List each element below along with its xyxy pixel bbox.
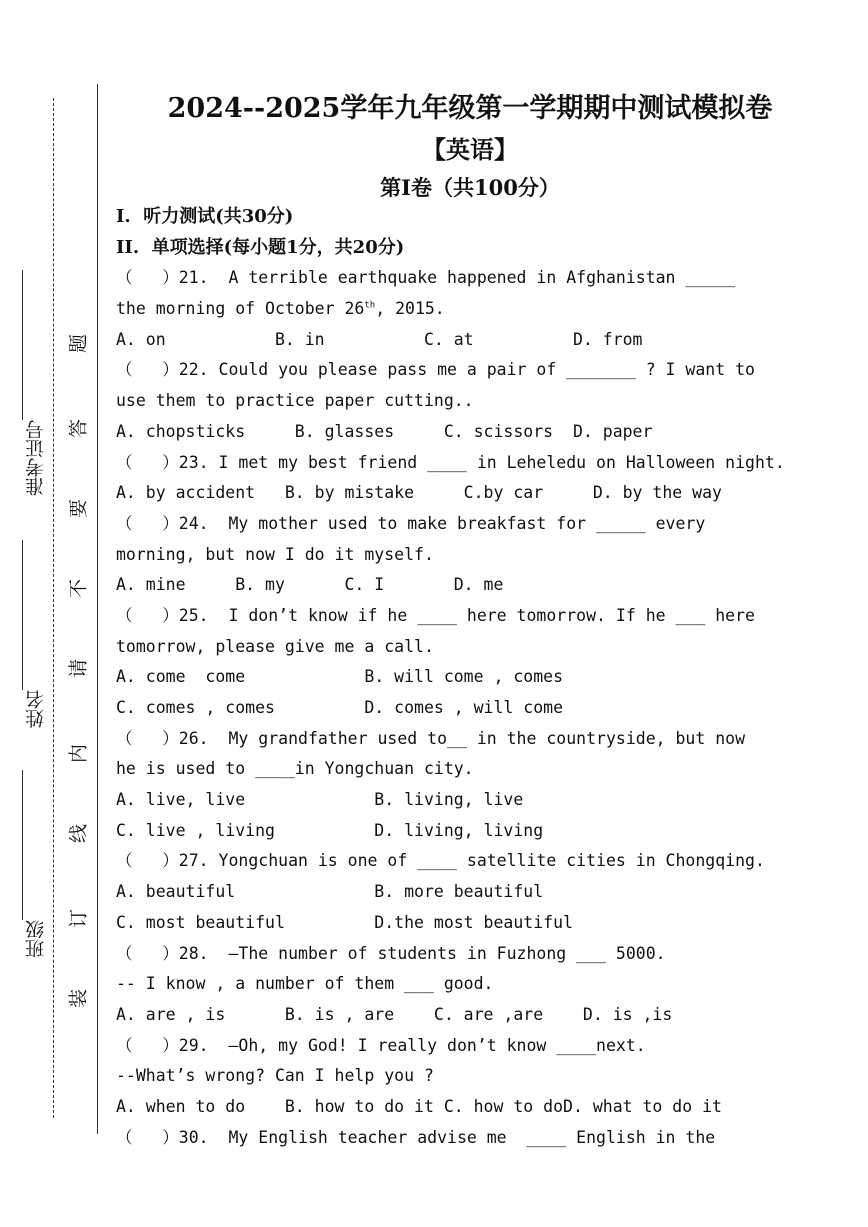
seal-char: 不 xyxy=(67,579,90,599)
seal-char: 装 xyxy=(67,989,90,1009)
superscript-th: th xyxy=(364,300,376,311)
class-label: 班级 xyxy=(25,920,47,958)
question-29-line-1: （ ）29. –Oh, my God! I really don’t know ____next. xyxy=(116,1035,646,1055)
question-28-line-1: （ ）28. –The number of students in Fuzhong ___ 5000. xyxy=(116,943,666,963)
question-22-options: A. chopsticks B. glasses C. scissors D. paper xyxy=(116,421,653,441)
exam-number-blank[interactable] xyxy=(22,270,23,420)
seal-char: 订 xyxy=(67,909,90,929)
exam-content xyxy=(116,202,826,1153)
question-29-options: A. when to do B. how to do it C. how to doD. what to do it xyxy=(116,1096,722,1116)
question-25-options-ab: A. come come B. will come , comes xyxy=(116,667,564,687)
question-27-line-1: （ ）27. Yongchuan is one of ____ satellite cities in Chongqing. xyxy=(116,851,765,871)
seal-char: 请 xyxy=(67,659,90,679)
name-label: 姓名 xyxy=(25,690,47,728)
question-21-line-1: （ ）21. A terrible earthquake happened in Afghanistan _____ xyxy=(116,268,736,288)
question-24-line-1: （ ）24. My mother used to make breakfast for _____ every xyxy=(116,513,706,533)
question-22-line-2: use them to practice paper cutting.. xyxy=(116,391,474,411)
question-28-options: A. are , is B. is , are C. are ,are D. is ,is xyxy=(116,1004,673,1024)
question-28-line-2: -- I know , a number of them ___ good. xyxy=(116,974,494,994)
question-24-line-2: morning, but now I do it myself. xyxy=(116,544,434,564)
seal-line-warning xyxy=(62,320,92,1020)
name-blank[interactable] xyxy=(22,540,23,690)
question-30-line-1: （ ）30. My English teacher advise me ____ English in the xyxy=(116,1127,716,1147)
part-title: 第Ⅰ卷（共100分） xyxy=(380,175,560,200)
question-29-line-2: --What’s wrong? Can I help you ? xyxy=(116,1066,434,1086)
class-field[interactable] xyxy=(22,770,52,958)
binding-line xyxy=(97,84,98,1134)
student-info-fields xyxy=(22,270,52,958)
class-blank[interactable] xyxy=(22,770,23,920)
seal-char: 线 xyxy=(67,824,90,844)
question-23-options: A. by accident B. by mistake C.by car D. by the way xyxy=(116,483,722,503)
seal-char: 答 xyxy=(67,419,90,439)
question-21-line-2: the morning of October 26th, 2015. xyxy=(116,299,445,319)
cut-line-dashed xyxy=(53,98,54,1118)
exam-number-label: 准考证号 xyxy=(25,420,47,496)
seal-char: 要 xyxy=(67,499,90,519)
seal-char: 内 xyxy=(67,744,90,764)
question-25-line-2: tomorrow, please give me a call. xyxy=(116,636,434,656)
question-21-options: A. on B. in C. at D. from xyxy=(116,329,643,349)
name-field[interactable] xyxy=(22,540,52,728)
question-22-line-1: （ ）22. Could you please pass me a pair of _______ ? I want to xyxy=(116,360,755,380)
question-24-options: A. mine B. my C. I D. me xyxy=(116,575,504,595)
question-26-options-cd: C. live , living D. living, living xyxy=(116,820,544,840)
section-heading-multiple-choice: II. 单项选择(每小题1分，共20分) xyxy=(116,236,405,258)
question-25-line-1: （ ）25. I don’t know if he ____ here tomorrow. If he ___ here xyxy=(116,605,755,625)
exam-title: 2024--2025学年九年级第一学期期中测试模拟卷 xyxy=(167,93,773,124)
question-27-options-cd: C. most beautiful D.the most beautiful xyxy=(116,912,573,932)
question-25-options-cd: C. comes , comes D. comes , will come xyxy=(116,698,564,717)
section-heading-listening: I. 听力测试(共30分) xyxy=(116,206,294,227)
exam-number-field[interactable] xyxy=(22,270,52,496)
question-26-options-ab: A. live, live B. living, live xyxy=(116,790,524,810)
seal-char: 题 xyxy=(67,334,90,354)
question-26-line-1: （ ）26. My grandfather used to__ in the countryside, but now xyxy=(116,728,746,748)
question-26-line-2: he is used to ____in Yongchuan city. xyxy=(116,759,474,779)
question-23-line-1: （ ）23. I met my best friend ____ in Leheledu on Halloween night. xyxy=(116,452,785,472)
question-27-options-ab: A. beautiful B. more beautiful xyxy=(116,882,544,902)
subject-title: 【英语】 xyxy=(422,135,518,164)
